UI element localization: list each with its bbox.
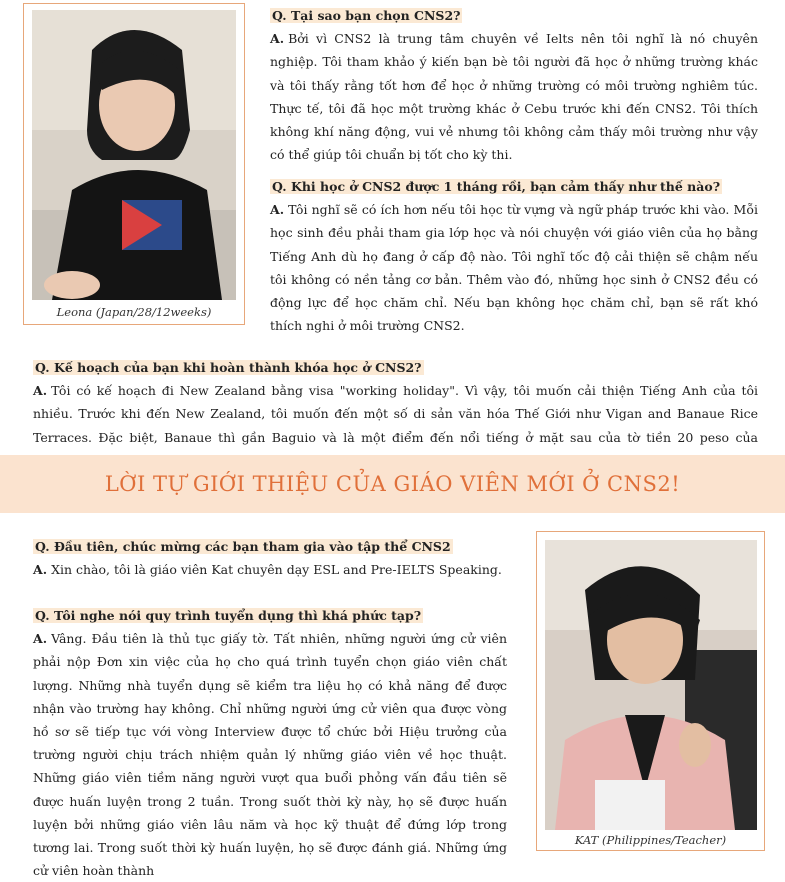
- teacher-qa-1: [33, 535, 523, 581]
- student-photo: [32, 10, 236, 300]
- teacher-photo-caption: KAT (Philippines/Teacher): [574, 833, 727, 847]
- student-qa-2: [270, 175, 758, 337]
- student-qa-1: [270, 4, 758, 166]
- answer-text: Bởi vì CNS2 là trung tâm chuyên về Ielts nên tôi nghĩ là nó chuyên nghiệp. Tôi tham khảo ý kiến bạn bè tôi người đã học ở những trường khác và tôi thấy rằng tốt hơn để học ở những trường có môi trường nghiêm túc. Thực tế, tôi đã học một trường khác ở Cebu trước khi đến CNS2. Tôi thích không khí năng động, vui vẻ nhưng tôi không cảm thấy môi trường như vậy có thể giúp tôi chuẩn bị tốt cho kỳ thi.: [270, 31, 758, 163]
- question: [33, 604, 507, 627]
- student-photo-illustration: [32, 10, 236, 300]
- question: [270, 175, 758, 198]
- section-banner: [0, 455, 785, 513]
- answer: [270, 198, 758, 337]
- answer-label: A.: [270, 31, 285, 47]
- answer-text: Tôi nghĩ sẽ có ích hơn nếu tôi học từ vựng và ngữ pháp trước khi vào. Mỗi học sinh đều phải tham gia lớp học và nói chuyện với giáo viên của họ bằng Tiếng Anh dù họ đang ở cấp độ nào. Tôi nghĩ tốc độ cải thiện sẽ chậm nếu tôi không có nền tảng cơ bản. Thêm vào đó, những học sinh ở CNS2 đều có động lực để học chăm chỉ. Nếu bạn không học chăm chỉ, bạn sẽ rất khó thích nghi ở môi trường CNS2.: [270, 202, 758, 334]
- teacher-qa-2: [33, 604, 507, 882]
- answer-label: A.: [33, 562, 48, 578]
- answer: [33, 627, 507, 882]
- question-text: Q. Khi học ở CNS2 được 1 tháng rồi, bạn cảm thấy như thế nào?: [272, 179, 721, 194]
- student-photo-frame: [23, 3, 245, 325]
- answer: [33, 558, 523, 581]
- answer-label: A.: [270, 202, 285, 218]
- teacher-photo-illustration: [545, 540, 757, 830]
- answer-text: Xin chào, tôi là giáo viên Kat chuyên dạy ESL and Pre-IELTS Speaking.: [51, 562, 502, 578]
- answer-text: Tôi có kế hoạch đi New Zealand bằng visa "working holiday". Vì vậy, tôi muốn cải thiện Tiếng Anh của tôi nhiều. Trước khi đến New Zealand, tôi muốn đến một số di sản văn hóa Thế Giới như Vigan and Banaue Rice Terraces. Đặc biệt, Banaue thì gần Baguio và là một điểm đến nổi tiếng ở mặt sau của tờ tiền 20 peso của: [33, 383, 758, 445]
- question: [270, 4, 758, 27]
- question-text: Q. Tại sao bạn chọn CNS2?: [272, 8, 461, 23]
- answer-text: Vâng. Đầu tiên là thủ tục giấy tờ. Tất nhiên, những người ứng cử viên phải nộp Đơn xin việc của họ cho quá trình tuyển chọn giáo viên chất lượng. Những nhà tuyển dụng sẽ kiểm tra liệu họ có khả năng để được nhận vào trường hay không. Chỉ những người ứng cử viên qua được vòng hồ sơ sẽ tiếp tục với vòng Interview được tổ chức bởi Hiệu trưởng của trường người chịu trách nhiệm quản lý những giáo viên về học thuật. Những giáo viên tiềm năng người vượt qua buổi phỏng vấn đầu tiên sẽ được huấn luyện trong 2 tuần. Trong suốt thời kỳ này, họ sẽ được huấn luyện bởi những giáo viên lâu năm và học kỹ thuật để đứng lớp trong tương lai. Trong suốt thời kỳ huấn luyện, họ sẽ được đánh giá. Những ứng cử viên hoàn thành: [33, 631, 507, 879]
- question: [33, 356, 758, 379]
- question: [33, 535, 523, 558]
- answer-label: A.: [33, 631, 48, 647]
- answer: [270, 27, 758, 166]
- question-text: Q. Tôi nghe nói quy trình tuyển dụng thì khá phức tạp?: [35, 608, 422, 623]
- question-text: Q. Kế hoạch của bạn khi hoàn thành khóa học ở CNS2?: [35, 360, 422, 375]
- teacher-photo-frame: [536, 531, 765, 851]
- answer-label: A.: [33, 383, 48, 399]
- banner-title: LỜI TỰ GIỚI THIỆU CỦA GIÁO VIÊN MỚI Ở CNS2!: [104, 472, 681, 496]
- teacher-photo: [545, 540, 757, 830]
- student-photo-caption: Leona (Japan/28/12weeks): [56, 305, 212, 319]
- question-text: Q. Đầu tiên, chúc mừng các bạn tham gia vào tập thể CNS2: [35, 539, 451, 554]
